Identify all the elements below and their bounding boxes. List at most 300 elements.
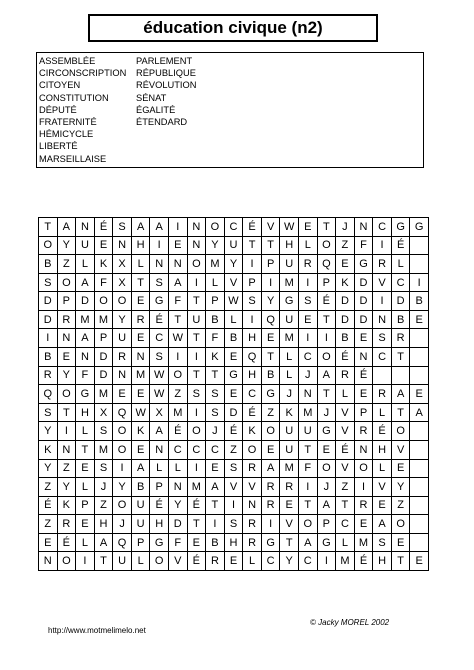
grid-cell: N: [169, 478, 188, 497]
grid-cell: [410, 367, 429, 386]
grid-cell: E: [132, 441, 151, 460]
grid-cell: S: [39, 274, 58, 293]
grid-cell: K: [132, 422, 151, 441]
grid-cell: [373, 367, 392, 386]
grid-cell: A: [76, 274, 95, 293]
grid-cell: [410, 422, 429, 441]
grid-cell: E: [132, 292, 151, 311]
grid-cell: N: [58, 441, 77, 460]
grid-cell: A: [169, 274, 188, 293]
grid-cell: K: [243, 422, 262, 441]
grid-cell: F: [76, 367, 95, 386]
grid-cell: R: [243, 460, 262, 479]
grid-cell: I: [188, 274, 207, 293]
grid-cell: C: [169, 441, 188, 460]
grid-cell: O: [318, 348, 337, 367]
grid-cell: R: [243, 534, 262, 553]
grid-cell: D: [39, 311, 58, 330]
page-title: éducation civique (n2): [88, 14, 378, 42]
grid-cell: N: [113, 237, 132, 256]
grid-cell: O: [318, 460, 337, 479]
grid-cell: P: [95, 329, 114, 348]
grid-cell: E: [355, 385, 374, 404]
grid-cell: M: [188, 478, 207, 497]
grid-cell: A: [410, 404, 429, 423]
grid-cell: S: [299, 292, 318, 311]
grid-cell: T: [95, 552, 114, 571]
grid-cell: L: [169, 460, 188, 479]
grid-cell: C: [150, 329, 169, 348]
grid-cell: T: [262, 348, 281, 367]
grid-cell: [410, 515, 429, 534]
grid-cell: É: [318, 292, 337, 311]
grid-cell: D: [336, 311, 355, 330]
grid-cell: C: [225, 218, 244, 237]
grid-cell: X: [95, 404, 114, 423]
grid-cell: A: [262, 460, 281, 479]
grid-cell: É: [169, 422, 188, 441]
grid-cell: M: [95, 311, 114, 330]
grid-cell: É: [355, 552, 374, 571]
grid-cell: I: [373, 237, 392, 256]
grid-cell: H: [132, 237, 151, 256]
grid-cell: E: [355, 329, 374, 348]
grid-cell: Y: [169, 497, 188, 516]
grid-cell: T: [39, 218, 58, 237]
grid-cell: I: [206, 515, 225, 534]
grid-cell: E: [225, 348, 244, 367]
grid-cell: G: [392, 218, 411, 237]
grid-cell: M: [355, 534, 374, 553]
grid-cell: N: [150, 441, 169, 460]
grid-cell: I: [243, 255, 262, 274]
grid-cell: A: [318, 367, 337, 386]
grid-cell: I: [243, 311, 262, 330]
grid-cell: É: [58, 534, 77, 553]
grid-cell: O: [150, 552, 169, 571]
grid-cell: A: [76, 329, 95, 348]
grid-cell: F: [95, 274, 114, 293]
grid-cell: O: [58, 385, 77, 404]
grid-cell: E: [318, 441, 337, 460]
grid-cell: Z: [392, 497, 411, 516]
grid-cell: W: [280, 218, 299, 237]
grid-cell: M: [280, 274, 299, 293]
grid-cell: O: [169, 367, 188, 386]
grid-cell: G: [225, 367, 244, 386]
grid-cell: E: [299, 311, 318, 330]
grid-cell: O: [188, 422, 207, 441]
grid-cell: N: [373, 311, 392, 330]
grid-cell: W: [225, 292, 244, 311]
grid-cell: D: [355, 292, 374, 311]
grid-cell: [410, 237, 429, 256]
grid-cell: T: [318, 385, 337, 404]
grid-cell: G: [280, 292, 299, 311]
grid-cell: Y: [39, 422, 58, 441]
grid-cell: É: [355, 367, 374, 386]
grid-cell: A: [206, 478, 225, 497]
word-list-item: RÉVOLUTION: [136, 80, 197, 91]
grid-cell: F: [169, 292, 188, 311]
word-list-item: DÉPUTÉ: [39, 104, 77, 115]
grid-cell: Q: [318, 255, 337, 274]
grid-cell: L: [280, 348, 299, 367]
grid-cell: [410, 478, 429, 497]
grid-cell: M: [76, 311, 95, 330]
grid-cell: M: [299, 404, 318, 423]
grid-cell: T: [188, 292, 207, 311]
word-list-box: [36, 52, 424, 168]
grid-cell: T: [206, 367, 225, 386]
grid-cell: D: [225, 404, 244, 423]
grid-cell: I: [318, 329, 337, 348]
grid-cell: L: [132, 255, 151, 274]
grid-cell: X: [113, 255, 132, 274]
grid-cell: S: [95, 422, 114, 441]
grid-cell: P: [262, 255, 281, 274]
grid-cell: L: [206, 274, 225, 293]
grid-cell: Y: [225, 255, 244, 274]
grid-cell: R: [299, 255, 318, 274]
grid-cell: N: [355, 441, 374, 460]
word-list-item: SÉNAT: [136, 92, 167, 103]
word-list-item: FRATERNITÉ: [39, 116, 97, 127]
grid-cell: Q: [262, 311, 281, 330]
grid-cell: F: [355, 237, 374, 256]
grid-cell: I: [262, 274, 281, 293]
grid-cell: E: [373, 497, 392, 516]
grid-cell: E: [410, 552, 429, 571]
grid-cell: A: [318, 497, 337, 516]
grid-cell: N: [169, 255, 188, 274]
grid-cell: V: [336, 404, 355, 423]
grid-cell: O: [262, 422, 281, 441]
grid-cell: B: [206, 311, 225, 330]
grid-cell: E: [392, 460, 411, 479]
grid-cell: N: [243, 497, 262, 516]
grid-cell: D: [392, 292, 411, 311]
grid-cell: T: [318, 311, 337, 330]
grid-cell: E: [95, 237, 114, 256]
grid-cell: L: [392, 255, 411, 274]
grid-cell: Q: [113, 534, 132, 553]
grid-cell: T: [188, 367, 207, 386]
grid-cell: Z: [58, 460, 77, 479]
grid-cell: M: [169, 404, 188, 423]
grid-cell: J: [299, 367, 318, 386]
grid-cell: E: [410, 311, 429, 330]
grid-cell: O: [58, 552, 77, 571]
grid-cell: G: [76, 385, 95, 404]
grid-cell: E: [206, 460, 225, 479]
grid-cell: D: [336, 292, 355, 311]
grid-cell: R: [132, 311, 151, 330]
grid-cell: C: [299, 552, 318, 571]
grid-cell: I: [225, 497, 244, 516]
grid-cell: L: [76, 422, 95, 441]
grid-cell: É: [243, 404, 262, 423]
grid-cell: B: [132, 478, 151, 497]
grid-cell: S: [206, 404, 225, 423]
grid-cell: E: [336, 255, 355, 274]
grid-cell: Y: [392, 478, 411, 497]
grid-cell: R: [355, 422, 374, 441]
grid-cell: E: [76, 515, 95, 534]
grid-cell: O: [206, 218, 225, 237]
grid-cell: V: [373, 478, 392, 497]
grid-cell: E: [410, 385, 429, 404]
grid-cell: F: [169, 534, 188, 553]
grid-cell: Z: [169, 385, 188, 404]
grid-cell: I: [188, 348, 207, 367]
grid-cell: H: [280, 237, 299, 256]
grid-cell: F: [206, 329, 225, 348]
grid-cell: K: [95, 255, 114, 274]
grid-cell: L: [373, 460, 392, 479]
grid-cell: N: [132, 348, 151, 367]
grid-cell: N: [188, 237, 207, 256]
grid-cell: M: [336, 552, 355, 571]
grid-cell: B: [410, 292, 429, 311]
grid-cell: T: [188, 329, 207, 348]
grid-cell: A: [150, 422, 169, 441]
grid-cell: O: [188, 255, 207, 274]
grid-cell: U: [280, 255, 299, 274]
grid-cell: E: [355, 515, 374, 534]
grid-cell: U: [113, 329, 132, 348]
grid-cell: K: [336, 274, 355, 293]
grid-cell: J: [95, 478, 114, 497]
grid-cell: L: [76, 478, 95, 497]
grid-cell: É: [188, 552, 207, 571]
grid-cell: T: [318, 218, 337, 237]
grid-cell: P: [318, 274, 337, 293]
grid-cell: M: [132, 367, 151, 386]
grid-cell: E: [39, 534, 58, 553]
grid-cell: Z: [95, 497, 114, 516]
footer-url[interactable]: http://www.motmelimelo.net: [48, 626, 146, 635]
grid-cell: E: [262, 441, 281, 460]
grid-cell: I: [113, 460, 132, 479]
grid-cell: É: [392, 237, 411, 256]
grid-cell: E: [169, 237, 188, 256]
grid-cell: C: [188, 441, 207, 460]
grid-cell: K: [39, 441, 58, 460]
grid-cell: [392, 367, 411, 386]
grid-cell: D: [169, 515, 188, 534]
grid-cell: K: [206, 348, 225, 367]
grid-cell: H: [150, 515, 169, 534]
grid-cell: O: [318, 237, 337, 256]
grid-cell: P: [206, 292, 225, 311]
grid-cell: D: [39, 292, 58, 311]
word-list-item: CITOYEN: [39, 80, 81, 91]
grid-cell: Q: [113, 404, 132, 423]
grid-cell: E: [225, 552, 244, 571]
grid-cell: [410, 497, 429, 516]
grid-cell: N: [299, 385, 318, 404]
grid-cell: D: [355, 274, 374, 293]
grid-cell: R: [280, 478, 299, 497]
grid-cell: Y: [39, 460, 58, 479]
grid-cell: É: [373, 422, 392, 441]
grid-cell: H: [225, 534, 244, 553]
grid-cell: T: [392, 404, 411, 423]
grid-cell: R: [39, 367, 58, 386]
grid-cell: S: [206, 385, 225, 404]
grid-cell: O: [243, 441, 262, 460]
grid-cell: P: [318, 515, 337, 534]
grid-cell: O: [58, 274, 77, 293]
grid-cell: U: [280, 422, 299, 441]
grid-cell: B: [336, 329, 355, 348]
grid-cell: Y: [113, 311, 132, 330]
grid-cell: A: [132, 218, 151, 237]
grid-cell: R: [206, 552, 225, 571]
grid-cell: R: [262, 497, 281, 516]
grid-cell: E: [76, 460, 95, 479]
grid-cell: M: [95, 385, 114, 404]
grid-cell: J: [206, 422, 225, 441]
grid-cell: Y: [58, 478, 77, 497]
grid-cell: N: [355, 348, 374, 367]
grid-cell: V: [392, 441, 411, 460]
grid-cell: N: [58, 329, 77, 348]
grid-cell: É: [188, 497, 207, 516]
grid-cell: R: [113, 348, 132, 367]
grid-cell: W: [169, 329, 188, 348]
grid-cell: M: [95, 441, 114, 460]
grid-cell: G: [150, 534, 169, 553]
grid-cell: É: [150, 497, 169, 516]
grid-cell: É: [225, 422, 244, 441]
grid-cell: S: [95, 460, 114, 479]
grid-cell: T: [299, 497, 318, 516]
word-list-item: PARLEMENT: [136, 56, 193, 66]
grid-cell: C: [262, 552, 281, 571]
grid-cell: T: [336, 497, 355, 516]
word-list-item: MARSEILLAISE: [39, 153, 107, 164]
grid-cell: E: [392, 534, 411, 553]
grid-cell: V: [169, 552, 188, 571]
grid-cell: O: [95, 292, 114, 311]
word-list-column-2: [136, 55, 196, 128]
grid-cell: O: [392, 422, 411, 441]
footer-copyright: © Jacky MOREL 2002: [310, 618, 390, 627]
grid-cell: H: [373, 552, 392, 571]
grid-cell: L: [336, 534, 355, 553]
grid-cell: A: [95, 534, 114, 553]
grid-cell: G: [318, 534, 337, 553]
grid-cell: N: [76, 218, 95, 237]
grid-cell: E: [188, 534, 207, 553]
grid-cell: L: [76, 255, 95, 274]
grid-cell: É: [336, 441, 355, 460]
word-search-grid: [38, 217, 429, 571]
grid-cell: A: [58, 218, 77, 237]
grid-cell: I: [188, 460, 207, 479]
grid-cell: B: [39, 348, 58, 367]
grid-cell: U: [299, 422, 318, 441]
grid-cell: [410, 460, 429, 479]
grid-cell: Z: [336, 237, 355, 256]
word-list-item: RÉPUBLIQUE: [136, 68, 196, 79]
grid-cell: E: [225, 385, 244, 404]
grid-cell: R: [373, 385, 392, 404]
grid-cell: Q: [243, 348, 262, 367]
grid-cell: L: [280, 367, 299, 386]
word-list-item: LIBERTÉ: [39, 141, 78, 152]
grid-cell: I: [169, 218, 188, 237]
grid-cell: S: [243, 292, 262, 311]
grid-cell: T: [58, 404, 77, 423]
grid-cell: T: [262, 237, 281, 256]
grid-cell: T: [280, 534, 299, 553]
grid-cell: R: [373, 255, 392, 274]
word-list-item: HÉMICYCLE: [39, 129, 94, 140]
grid-cell: J: [336, 218, 355, 237]
grid-cell: I: [373, 292, 392, 311]
grid-cell: L: [150, 460, 169, 479]
grid-cell: U: [132, 515, 151, 534]
grid-cell: E: [132, 385, 151, 404]
grid-cell: E: [262, 329, 281, 348]
grid-cell: I: [299, 478, 318, 497]
grid-cell: M: [280, 460, 299, 479]
grid-cell: H: [373, 441, 392, 460]
grid-cell: R: [243, 515, 262, 534]
grid-cell: A: [373, 515, 392, 534]
grid-cell: U: [280, 311, 299, 330]
grid-cell: R: [336, 367, 355, 386]
grid-cell: B: [225, 329, 244, 348]
grid-cell: É: [336, 348, 355, 367]
grid-cell: U: [76, 237, 95, 256]
grid-cell: N: [150, 255, 169, 274]
grid-cell: A: [132, 460, 151, 479]
grid-cell: I: [188, 404, 207, 423]
grid-cell: I: [76, 552, 95, 571]
grid-cell: E: [113, 385, 132, 404]
grid-cell: E: [280, 497, 299, 516]
grid-cell: V: [336, 460, 355, 479]
grid-cell: U: [280, 441, 299, 460]
grid-cell: M: [206, 255, 225, 274]
grid-cell: S: [39, 404, 58, 423]
grid-cell: Z: [262, 404, 281, 423]
grid-cell: L: [243, 552, 262, 571]
grid-cell: Y: [206, 237, 225, 256]
grid-cell: J: [318, 478, 337, 497]
grid-cell: D: [355, 311, 374, 330]
grid-cell: B: [392, 311, 411, 330]
grid-cell: U: [113, 552, 132, 571]
grid-cell: I: [299, 274, 318, 293]
grid-cell: T: [392, 552, 411, 571]
grid-cell: J: [113, 515, 132, 534]
grid-cell: V: [373, 274, 392, 293]
grid-cell: V: [336, 422, 355, 441]
grid-cell: O: [299, 515, 318, 534]
grid-cell: [410, 255, 429, 274]
grid-cell: [410, 348, 429, 367]
grid-cell: H: [243, 367, 262, 386]
grid-cell: P: [58, 292, 77, 311]
grid-cell: É: [95, 218, 114, 237]
grid-cell: G: [355, 255, 374, 274]
grid-cell: [410, 534, 429, 553]
